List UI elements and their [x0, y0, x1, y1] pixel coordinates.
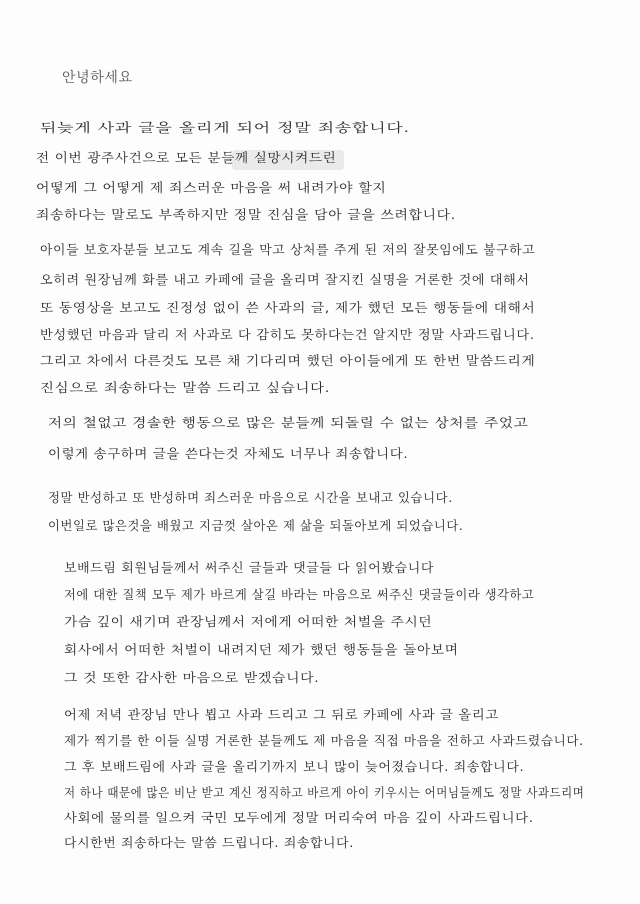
letter-line: 이번일로 많은것을 배웠고 지금껏 살아온 제 삶을 되돌아보게 되었습니다.: [48, 518, 464, 533]
letter-line: 또 동영상을 보고도 진정성 없이 쓴 사과의 글, 제가 했던 모든 행동들에 대해서: [40, 300, 536, 315]
letter-line: 뒤늦게 사과 글을 올리게 되어 정말 죄송합니다.: [40, 120, 410, 135]
letter-line: 정말 반성하고 또 반성하며 죄스러운 마음으로 시간을 보내고 있습니다.: [48, 490, 453, 505]
letter-greeting: 안녕하세요: [62, 70, 133, 86]
letter-line: 어떻게 그 어떻게 제 죄스러운 마음을 써 내려가야 할지: [36, 180, 387, 195]
letter-line: 보배드림 회원님들께서 써주신 글들과 댓글들 다 읽어봤습니다: [64, 560, 435, 575]
letter-line: 이렇게 송구하며 글을 쓴다는것 자체도 너무나 죄송합니다.: [48, 446, 409, 461]
letter-line: 회사에서 어떠한 처벌이 내려지던 제가 했던 행동들을 돌아보며: [64, 642, 459, 657]
letter-line: 반성했던 마음과 달리 저 사과로 다 감히도 못하다는건 알지만 정말 사과드립니다.: [40, 327, 535, 342]
letter-line: 저의 철없고 경솔한 행동으로 많은 분들께 되돌릴 수 없는 상처를 주었고: [48, 415, 529, 430]
letter-line: 사회에 물의를 일으켜 국민 모두에게 정말 머리숙여 마음 깊이 사과드립니다.: [64, 810, 534, 825]
letter-line: 저에 대한 질책 모두 제가 바르게 살길 바라는 마음으로 써주신 댓글들이라 생각하고: [64, 587, 535, 602]
letter-line: 그 것 또한 감사한 마음으로 받겠습니다.: [64, 670, 320, 685]
letter-line: 저 하나 때문에 많은 비난 받고 계신 정직하고 바르게 아이 키우시는 어머님들께도 정말 사과드리며: [64, 785, 585, 800]
letter-line: 그 후 보배드림에 사과 글을 올리기까지 보니 많이 늦어졌습니다. 죄송합니다.: [64, 759, 525, 774]
letter-line: 죄송하다는 말로도 부족하지만 정말 진심을 담아 글을 쓰려합니다.: [36, 207, 456, 222]
letter-line: 전 이번 광주사건으로 모든 분들께 실망시켜드린: [36, 150, 337, 165]
letter-line: 아이들 보호자분들 보고도 계속 길을 막고 상처를 주게 된 저의 잘못임에도 불구하고: [40, 242, 536, 257]
letter-line: 가슴 깊이 새기며 관장님께서 저에게 어떠한 처벌을 주시던: [64, 614, 433, 629]
letter-line: 어제 저녁 관장님 만나 뵙고 사과 드리고 그 뒤로 카페에 사과 글 올리고: [64, 707, 499, 722]
letter-line: 제가 찍기를 한 이들 실명 거론한 분들께도 제 마음을 직접 마음을 전하고 사과드렸습니다.: [64, 733, 584, 748]
letter-line: 다시한번 죄송하다는 말씀 드립니다. 죄송합니다.: [64, 835, 354, 850]
letter-line: 그리고 차에서 다른것도 모른 채 기다리며 했던 아이들에게 또 한번 말씀드리게: [40, 353, 536, 368]
letter-line: 진심으로 죄송하다는 말씀 드리고 싶습니다.: [40, 380, 331, 395]
letter-line: 오히려 원장님께 화를 내고 카페에 글을 올리며 잘지킨 실명을 거론한 것에 대해서: [40, 272, 530, 287]
